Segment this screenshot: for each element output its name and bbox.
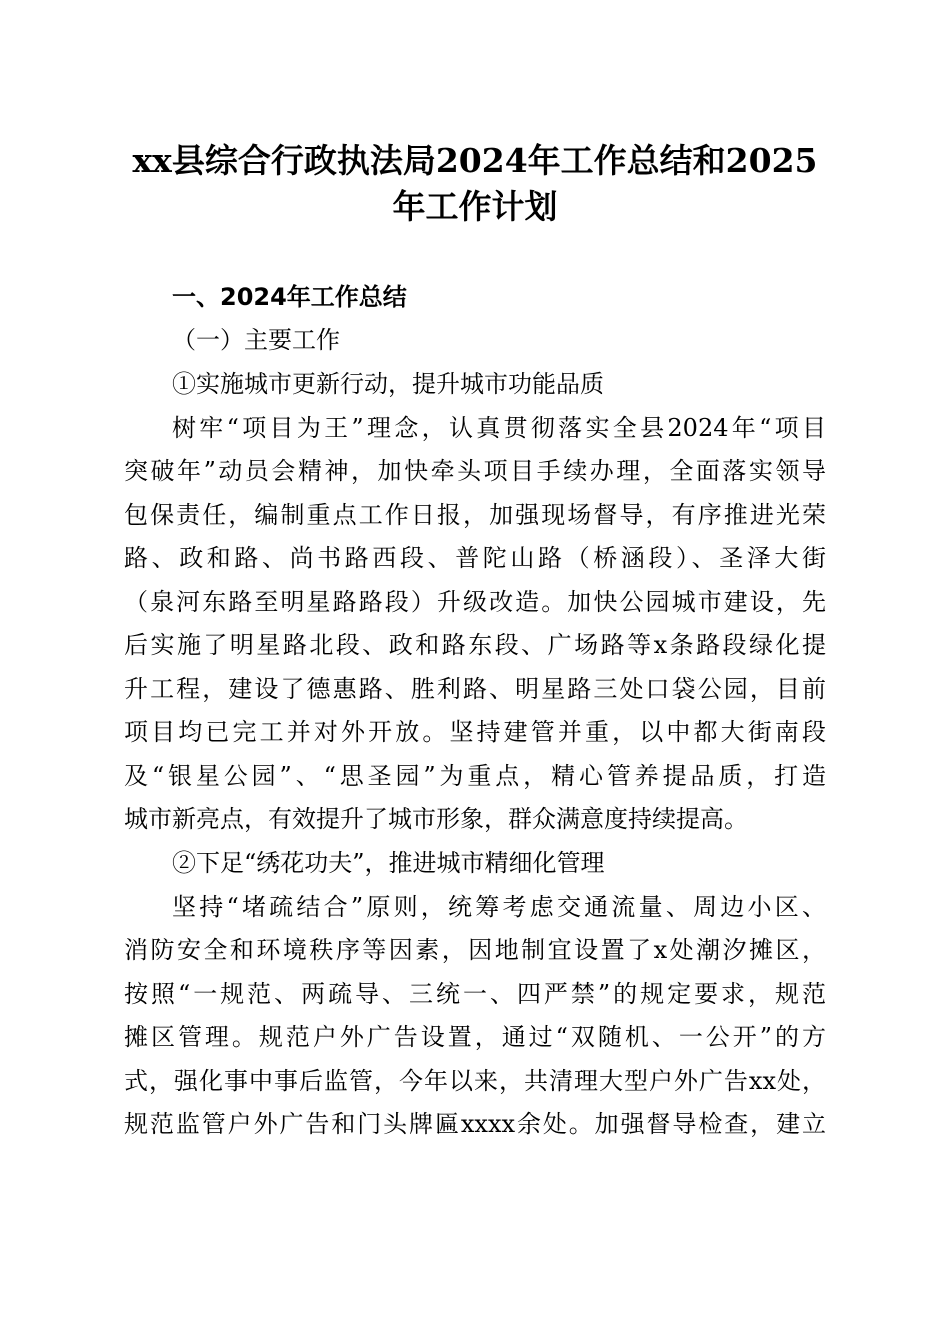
- paragraph-line: 项目均已完工并对外开放。坚持建管并重，以中都大街南段: [124, 718, 826, 746]
- paragraph-line: 按照“一规范、两疏导、三统一、四严禁”的规定要求，规范: [124, 980, 826, 1008]
- paragraph-line: 升工程，建设了德惠路、胜利路、明星路三处口袋公园，目前: [124, 675, 826, 703]
- item-heading-2: ②下足“绣花功夫”，推进城市精细化管理: [172, 849, 605, 877]
- paragraph-line: 路、政和路、尚书路西段、普陀山路（桥涵段）、圣泽大街: [124, 544, 826, 572]
- paragraph-line: 式，强化事中事后监管，今年以来，共清理大型户外广告xx处，: [124, 1067, 826, 1095]
- subsection-heading: （一）主要工作: [172, 326, 340, 354]
- paragraph-line: 及“银星公园”、“思圣园”为重点，精心管养提品质，打造: [124, 762, 826, 790]
- paragraph-line: 摊区管理。规范户外广告设置，通过“双随机、一公开”的方: [124, 1023, 826, 1051]
- paragraph-line: （泉河东路至明星路路段）升级改造。加快公园城市建设，先: [124, 588, 826, 616]
- section-heading: 一、2024年工作总结: [172, 283, 407, 311]
- paragraph-line: 规范监管户外广告和门头牌匾xxxx余处。加强督导检查，建立: [124, 1110, 826, 1138]
- paragraph-line: 树牢“项目为王”理念，认真贯彻落实全县2024年“项目: [172, 414, 826, 442]
- item-heading-1: ①实施城市更新行动，提升城市功能品质: [172, 370, 604, 398]
- paragraph-line: 包保责任，编制重点工作日报，加强现场督导，有序推进光荣: [124, 501, 826, 529]
- paragraph-line: 城市新亮点，有效提升了城市形象，群众满意度持续提高。: [124, 805, 748, 833]
- paragraph-line: 坚持“堵疏结合”原则，统筹考虑交通流量、周边小区、: [172, 893, 826, 921]
- paragraph-line: 后实施了明星路北段、政和路东段、广场路等x条路段绿化提: [124, 631, 826, 659]
- document-title: [118, 138, 832, 230]
- title-line-2: 年工作计划: [392, 187, 558, 226]
- paragraph-line: 突破年”动员会精神，加快牵头项目手续办理，全面落实领导: [124, 457, 826, 485]
- paragraph-line: 消防安全和环境秩序等因素，因地制宜设置了x处潮汐摊区，: [124, 936, 826, 964]
- title-line-1: xx县综合行政执法局2024年工作总结和2025: [132, 141, 818, 180]
